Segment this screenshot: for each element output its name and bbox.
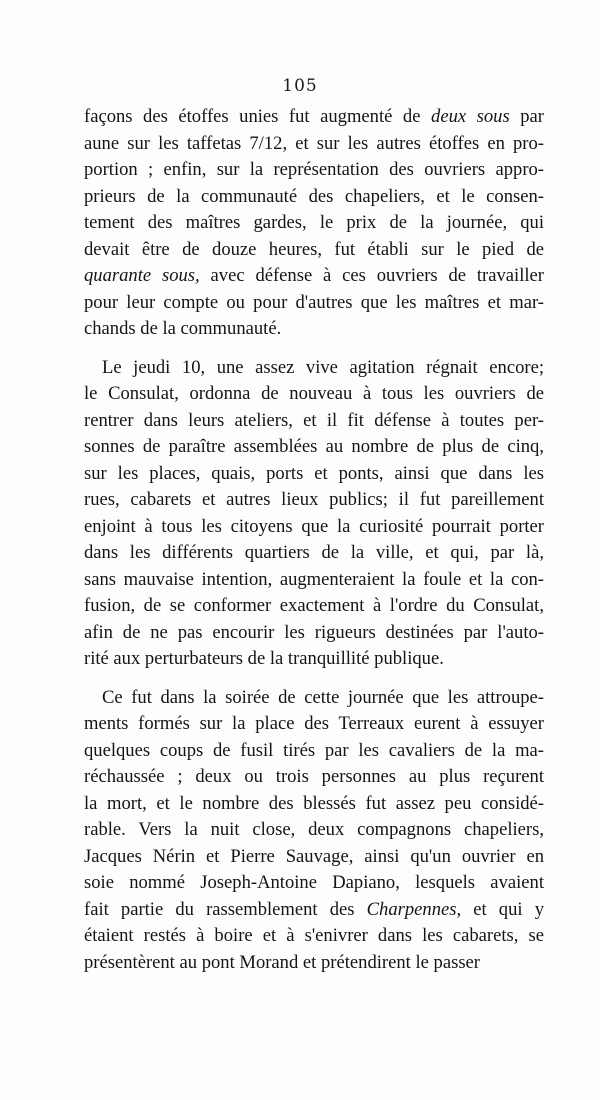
text-run: tement des maîtres gardes, le prix de la journée, qui (84, 212, 544, 233)
text-line (84, 184, 544, 211)
paragraph (84, 685, 544, 977)
text-run: ments formés sur la place des Terreaux eurent à essuyer (84, 713, 544, 734)
text-run: chands de la communauté. (84, 318, 282, 339)
paragraph-gap (84, 343, 544, 355)
text-run: sans mauvaise intention, augmenteraient la foule et la con- (84, 568, 544, 590)
text-run: rité aux perturbateurs de la tranquillité publique. (84, 648, 444, 669)
text-line (84, 210, 544, 237)
text-line (84, 157, 544, 184)
text-run: rentrer dans leurs ateliers, et il fit défense à toutes per- (84, 409, 544, 431)
text-line (84, 355, 544, 382)
italic-text: deux sous (431, 106, 510, 127)
paragraph (84, 355, 544, 673)
text-run: le Consulat, ordonna de nouveau à tous les ouvriers de (84, 383, 544, 404)
text-line (84, 646, 544, 673)
text-line (84, 764, 544, 791)
text-run: Ce fut dans la soirée de cette journée que les attroupe- (102, 686, 544, 708)
text-run: enjoint à tous les citoyens que la curiosité pourrait porter (84, 515, 544, 537)
paragraph-gap (84, 673, 544, 685)
text-line (84, 593, 544, 620)
text-run: la mort, et le nombre des blessés fut assez peu considé- (84, 792, 544, 814)
text-line (84, 540, 544, 567)
text-line (84, 791, 544, 818)
text-line (84, 487, 544, 514)
text-run: aune sur les taffetas 7/12, et sur les autres étoffes en pro- (84, 132, 544, 154)
text-run: soie nommé Joseph-Antoine Dapiano, lesquels avaient (84, 872, 544, 893)
text-line (84, 381, 544, 408)
text-run: réchaussée ; deux ou trois personnes au plus reçurent (84, 766, 544, 787)
text-run: fusion, de se conformer exactement à l'ordre du Consulat, (84, 595, 544, 616)
text-line (84, 461, 544, 488)
text-run: avec défense à ces ouvriers de travailler (199, 265, 544, 286)
text-run: sonnes de paraître assemblées au nombre de plus de cinq, (84, 436, 544, 457)
text-run: devait être de douze heures, fut établi sur le pied de (84, 238, 544, 260)
text-run: façons des étoffes unies fut augmenté de (84, 106, 432, 127)
text-line (84, 950, 544, 977)
text-run: Le jeudi 10, une assez vive agitation régnait encore; (102, 356, 544, 378)
text-line (84, 711, 544, 738)
text-run: rable. Vers la nuit close, deux compagnons chapeliers, (84, 819, 544, 840)
text-run: par (509, 106, 544, 127)
text-run: étaient restés à boire et à s'enivrer dans les cabarets, se (84, 925, 544, 946)
text-line (84, 567, 544, 594)
text-run: pour leur compte ou pour d'autres que les maîtres et mar- (84, 291, 544, 313)
page-number: 105 (282, 76, 318, 96)
text-run: fait partie du rassemblement des (84, 898, 367, 920)
text-run: portion ; enfin, sur la représentation des ouvriers appro- (84, 159, 544, 180)
text-run: sur les places, quais, ports et ponts, ainsi que dans les (84, 462, 544, 484)
text-line (84, 408, 544, 435)
text-line (84, 434, 544, 461)
text-run: dans les différents quartiers de la ville, et qui, par là, (84, 542, 544, 563)
text-run: présentèrent au pont Morand et prétendirent le passer (84, 951, 480, 973)
text-line (84, 263, 544, 290)
text-run: prieurs de la communauté des chapeliers, et le consen- (84, 185, 544, 207)
text-run: et qui y (461, 898, 544, 920)
text-line (84, 897, 544, 924)
text-line (84, 685, 544, 712)
text-line (84, 131, 544, 158)
italic-text: Charpennes, (366, 898, 462, 920)
text-line (84, 237, 544, 264)
text-run: afin de ne pas encourir les rigueurs destinées par l'auto- (84, 621, 544, 643)
text-line (84, 290, 544, 317)
text-run: quelques coups de fusil tirés par les cavaliers de la ma- (84, 739, 544, 761)
text-run: Jacques Nérin et Pierre Sauvage, ainsi qu'un ouvrier en (84, 845, 544, 867)
paragraph (84, 104, 544, 343)
text-run: rues, cabarets et autres lieux publics; il fut pareillement (84, 489, 544, 510)
italic-text: quarante sous, (84, 265, 200, 286)
text-line (84, 817, 544, 844)
text-line (84, 870, 544, 897)
text-line (84, 738, 544, 765)
body-text (84, 104, 544, 976)
text-line (84, 620, 544, 647)
text-line (84, 316, 544, 343)
text-line (84, 844, 544, 871)
text-line (84, 514, 544, 541)
text-line (84, 104, 544, 131)
text-line (84, 923, 544, 950)
